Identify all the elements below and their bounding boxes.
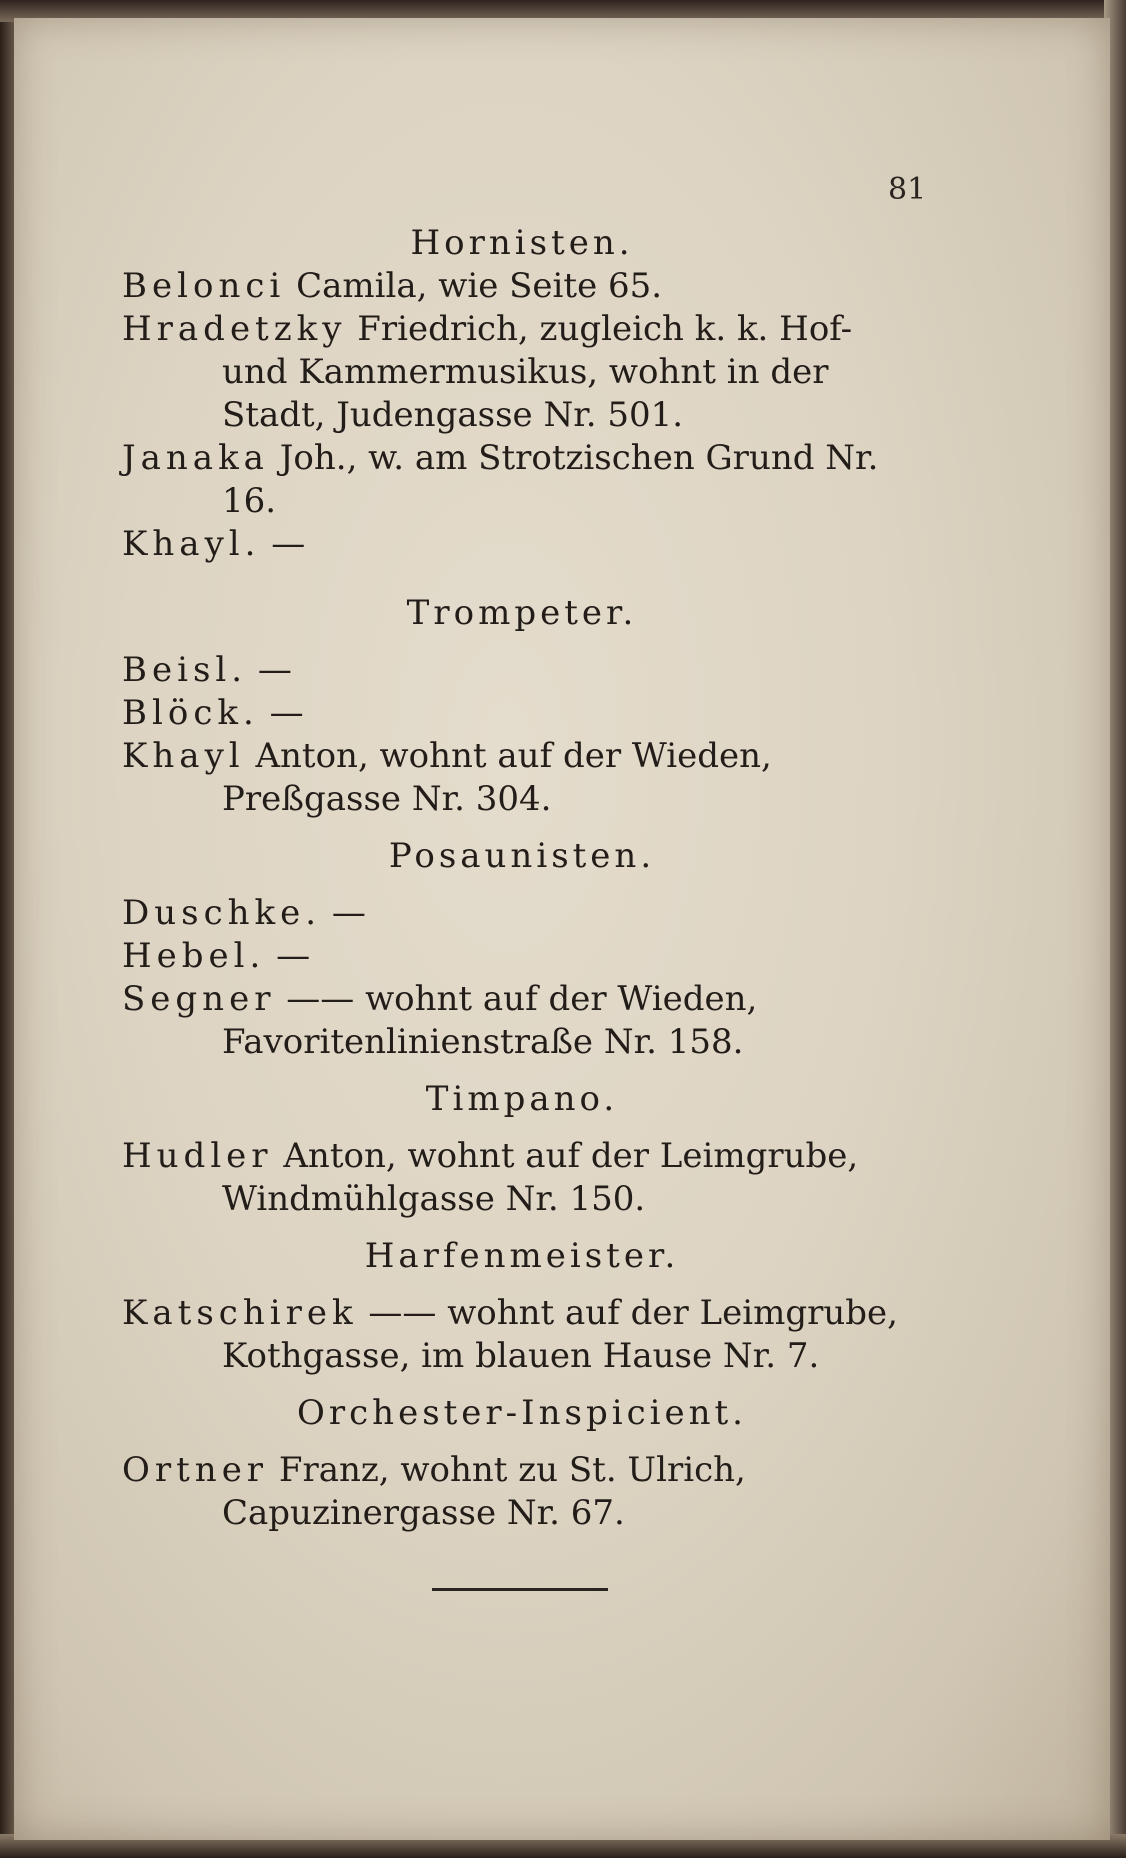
entry-text: —— wohnt auf der Leimgrube, Kothgasse, im blauen Hause Nr. 7. — [222, 1293, 898, 1376]
section-gap — [122, 878, 922, 892]
entry-text: Joh., w. am Strotzischen Grund Nr. 16. — [222, 438, 879, 521]
entry-text: Camila, wie Seite 65. — [285, 266, 663, 306]
section-heading-hornisten: Hornisten. — [410, 223, 634, 263]
section-gap — [122, 566, 922, 592]
entry-text: — — [265, 936, 311, 976]
entry — [122, 265, 922, 308]
entry-text: — — [258, 693, 304, 733]
entry — [122, 935, 922, 978]
entry — [122, 308, 922, 437]
section-gap — [122, 1378, 922, 1392]
entry — [122, 523, 922, 566]
entry — [122, 735, 922, 821]
section-heading-harfenmeister: Harfenmeister. — [364, 1236, 680, 1276]
entry-text: — — [260, 524, 306, 564]
page-number: 81 — [888, 172, 927, 207]
entry-text: Anton, wohnt auf der Wieden, Preßgasse Nr. 304. — [222, 736, 772, 819]
entry-name: Hebel. — [122, 936, 266, 976]
section-heading-orchester-inspicient: Orchester-Inspicient. — [297, 1393, 747, 1433]
section-gap — [122, 1064, 922, 1078]
entry — [122, 1135, 922, 1221]
entry — [122, 437, 922, 523]
section-gap — [122, 1121, 922, 1135]
section-gap — [122, 1278, 922, 1292]
entry-name: Duschke. — [122, 893, 322, 933]
entry-text: — — [247, 650, 292, 690]
entry-name: Beisl. — [122, 650, 248, 690]
entry-text: Anton, wohnt auf der Leimgrube, Windmühlgasse Nr. 150. — [222, 1136, 859, 1219]
entry-text: — — [321, 893, 366, 933]
section-heading-trompeter: Trompeter. — [406, 593, 638, 633]
entry-text: —— wohnt auf der Wieden, Favoritenlinienstraße Nr. 158. — [222, 979, 758, 1062]
entry — [122, 1449, 922, 1535]
entry-name: Blöck. — [122, 693, 259, 733]
entry-name: Hradetzky — [122, 309, 347, 349]
entry — [122, 978, 922, 1064]
entry — [122, 892, 922, 935]
section-heading-posaunisten: Posaunisten. — [388, 836, 656, 876]
entry-name: Segner — [122, 979, 276, 1019]
entry-name: Khayl. — [122, 524, 261, 564]
entry — [122, 649, 922, 692]
entry-text: Friedrich, zugleich k. k. Hof- und Kammermusikus, wohnt in der Stadt, Judengasse Nr. 501. — [222, 309, 853, 435]
section-gap — [122, 1221, 922, 1235]
text-block — [122, 222, 922, 1535]
section-gap — [122, 1435, 922, 1449]
entry-text: Franz, wohnt zu St. Ulrich, Capuzinergasse Nr. 67. — [222, 1450, 746, 1533]
entry — [122, 692, 922, 735]
section-heading-timpano: Timpano. — [425, 1079, 619, 1119]
entry-name: Hudler — [122, 1136, 273, 1176]
closing-rule — [432, 1588, 608, 1591]
entry-name: Khayl — [122, 736, 245, 776]
entry-name: Ortner — [122, 1450, 269, 1490]
section-gap — [122, 635, 922, 649]
section-gap — [122, 821, 922, 835]
entry-name: Belonci — [122, 266, 286, 306]
entry — [122, 1292, 922, 1378]
entry-name: Janaka — [122, 438, 269, 478]
entry-name: Katschirek — [122, 1293, 358, 1333]
